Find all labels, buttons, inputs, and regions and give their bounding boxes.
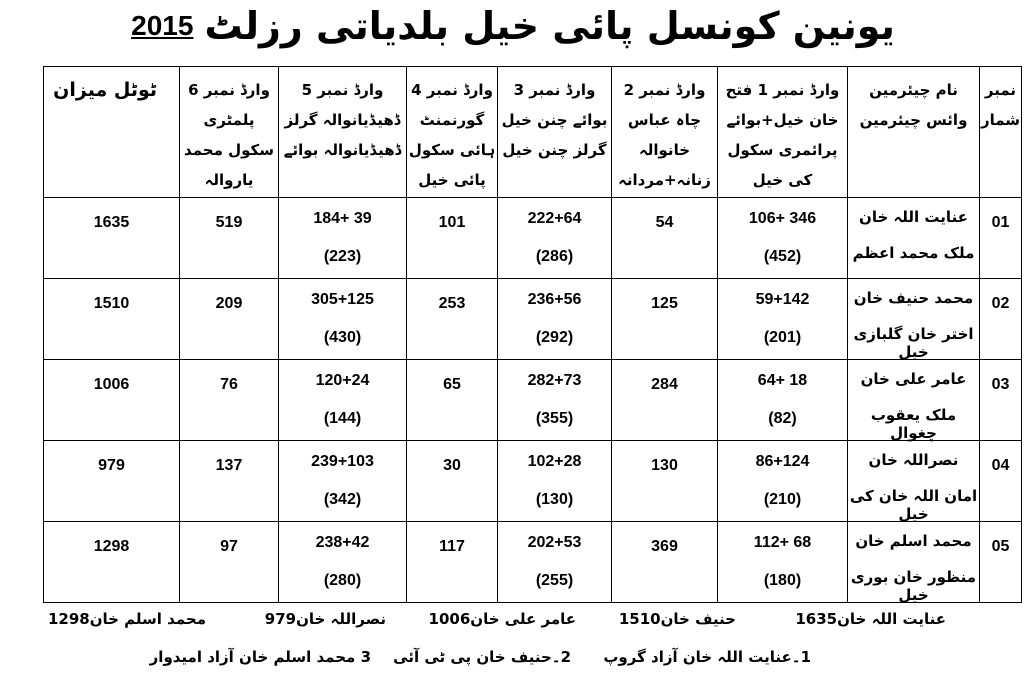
ward1-votes: 59+142 xyxy=(755,291,810,308)
vice-chairman-name: ملک یعقوب چغوال xyxy=(870,406,957,442)
chairman-name: نصراللہ خان xyxy=(868,451,959,469)
header-ward1: وارڈ نمبر 1 فتح خان خیل+بوائے پرائمری سکول کی خیل xyxy=(718,67,848,198)
header-name: نام چیئرمین وائس چیئرمین xyxy=(848,67,980,198)
ward5-sum: (342) xyxy=(323,491,362,508)
ward4-votes: 117 xyxy=(439,538,465,555)
total-votes: 1510 xyxy=(93,295,130,312)
ward4-votes: 65 xyxy=(443,376,461,393)
group-item: 3 محمد اسلم خان آزاد امیدوار xyxy=(149,648,371,666)
ward5-votes: 238+42 xyxy=(315,534,370,551)
ward5-votes: 184+ 39 xyxy=(313,210,372,227)
ward2-votes: 54 xyxy=(655,214,674,231)
ward1-votes: 64+ 18 xyxy=(757,372,808,389)
ward3-votes: 102+28 xyxy=(527,453,582,470)
ward4-votes: 30 xyxy=(443,457,461,474)
serial-cell: 05 xyxy=(991,538,1010,555)
summary-item: محمد اسلم خان1298 xyxy=(47,610,206,628)
ward3-sum: (292) xyxy=(535,329,574,346)
page-title xyxy=(0,4,1026,60)
group-item: 1۔عنایت اللہ خان آزاد گروپ xyxy=(603,648,811,666)
summary-item: عامر علی خان1006 xyxy=(428,610,576,628)
ward6-votes: 137 xyxy=(215,457,243,474)
ward1-sum: (82) xyxy=(768,410,797,427)
ward5-sum: (430) xyxy=(323,329,362,346)
summary-line xyxy=(0,610,1026,636)
ward3-sum: (355) xyxy=(535,410,574,427)
vice-chairman-name: اختر خان گلبازی خیل xyxy=(853,325,974,361)
group-item: 2۔حنیف خان پی ٹی آئی xyxy=(393,648,571,666)
header-row xyxy=(44,67,1022,198)
groups-line xyxy=(0,648,1026,674)
ward1-sum: (180) xyxy=(763,572,802,589)
table-row xyxy=(44,198,1022,279)
ward5-sum: (280) xyxy=(323,572,362,589)
chairman-name: محمد اسلم خان xyxy=(855,532,972,550)
ward2-votes: 130 xyxy=(651,457,678,474)
header-total: ٹوٹل میزان xyxy=(44,67,180,198)
header-ward5: وارڈ نمبر 5 ڈھیڈیانوالہ گرلز ڈھیڈیانوالہ بوائے xyxy=(279,67,407,198)
vice-chairman-name: امان اللہ خان کی خیل xyxy=(849,487,978,523)
summary-item: حنیف خان1510 xyxy=(618,610,736,628)
ward6-votes: 76 xyxy=(220,376,238,393)
summary-item: نصراللہ خان979 xyxy=(264,610,386,628)
ward6-votes: 209 xyxy=(215,295,243,312)
serial-cell: 04 xyxy=(991,457,1010,474)
vice-chairman-name: منظور خان بوری خیل xyxy=(850,568,977,604)
ward5-votes: 305+125 xyxy=(311,291,374,308)
ward3-votes: 282+73 xyxy=(527,372,582,389)
table-row xyxy=(44,360,1022,441)
chairman-name: عامر علی خان xyxy=(860,370,967,388)
ward6-votes: 97 xyxy=(220,538,238,555)
ward1-votes: 86+124 xyxy=(755,453,810,470)
summary-item: عنایت اللہ خان1635 xyxy=(795,610,946,628)
ward3-votes: 222+64 xyxy=(527,210,582,227)
title-text: یونین کونسل پائی خیل بلدیاتی رزلٹ xyxy=(204,4,895,48)
ward5-votes: 120+24 xyxy=(315,372,370,389)
total-votes: 1635 xyxy=(93,214,130,231)
total-votes: 979 xyxy=(98,457,125,474)
header-ward2: وارڈ نمبر 2 چاہ عباس خانوالہ زنانہ+مردانہ xyxy=(612,67,718,198)
ward2-votes: 284 xyxy=(651,376,678,393)
ward4-votes: 101 xyxy=(438,214,466,231)
ward1-votes: 106+ 346 xyxy=(748,210,817,227)
header-ward4: وارڈ نمبر 4 گورنمنٹ ہائی سکول پائی خیل xyxy=(407,67,498,198)
chairman-name: عنایت اللہ خان xyxy=(859,208,968,226)
ward1-sum: (452) xyxy=(763,248,802,265)
title-year: 2015 xyxy=(131,10,194,41)
total-votes: 1298 xyxy=(93,538,130,555)
header-ward3: وارڈ نمبر 3 بوائے چنن خیل گرلز چنن خیل xyxy=(498,67,612,198)
header-serial: نمبر شمار xyxy=(980,67,1022,198)
results-table xyxy=(43,66,1022,603)
serial-cell: 03 xyxy=(991,376,1010,393)
ward1-sum: (210) xyxy=(763,491,802,508)
vice-chairman-name: ملک محمد اعظم xyxy=(852,244,975,262)
ward5-sum: (223) xyxy=(323,248,362,265)
table-row xyxy=(44,522,1022,603)
ward3-sum: (286) xyxy=(535,248,574,265)
ward3-sum: (130) xyxy=(535,491,574,508)
header-ward6: وارڈ نمبر 6 پلمٹری سکول محمد یاروالہ xyxy=(180,67,279,198)
ward3-sum: (255) xyxy=(535,572,574,589)
table-row xyxy=(44,279,1022,360)
ward2-votes: 125 xyxy=(651,295,678,312)
ward2-votes: 369 xyxy=(651,538,678,555)
ward5-votes: 239+103 xyxy=(311,453,374,470)
ward3-votes: 236+56 xyxy=(527,291,582,308)
chairman-name: محمد حنیف خان xyxy=(853,289,974,307)
serial-cell: 02 xyxy=(991,295,1010,312)
table-row xyxy=(44,441,1022,522)
ward4-votes: 253 xyxy=(438,295,466,312)
ward1-sum: (201) xyxy=(763,329,802,346)
ward3-votes: 202+53 xyxy=(527,534,582,551)
ward6-votes: 519 xyxy=(215,214,243,231)
total-votes: 1006 xyxy=(93,376,130,393)
serial-cell: 01 xyxy=(991,214,1010,231)
ward1-votes: 112+ 68 xyxy=(753,534,812,551)
ward5-sum: (144) xyxy=(323,410,362,427)
